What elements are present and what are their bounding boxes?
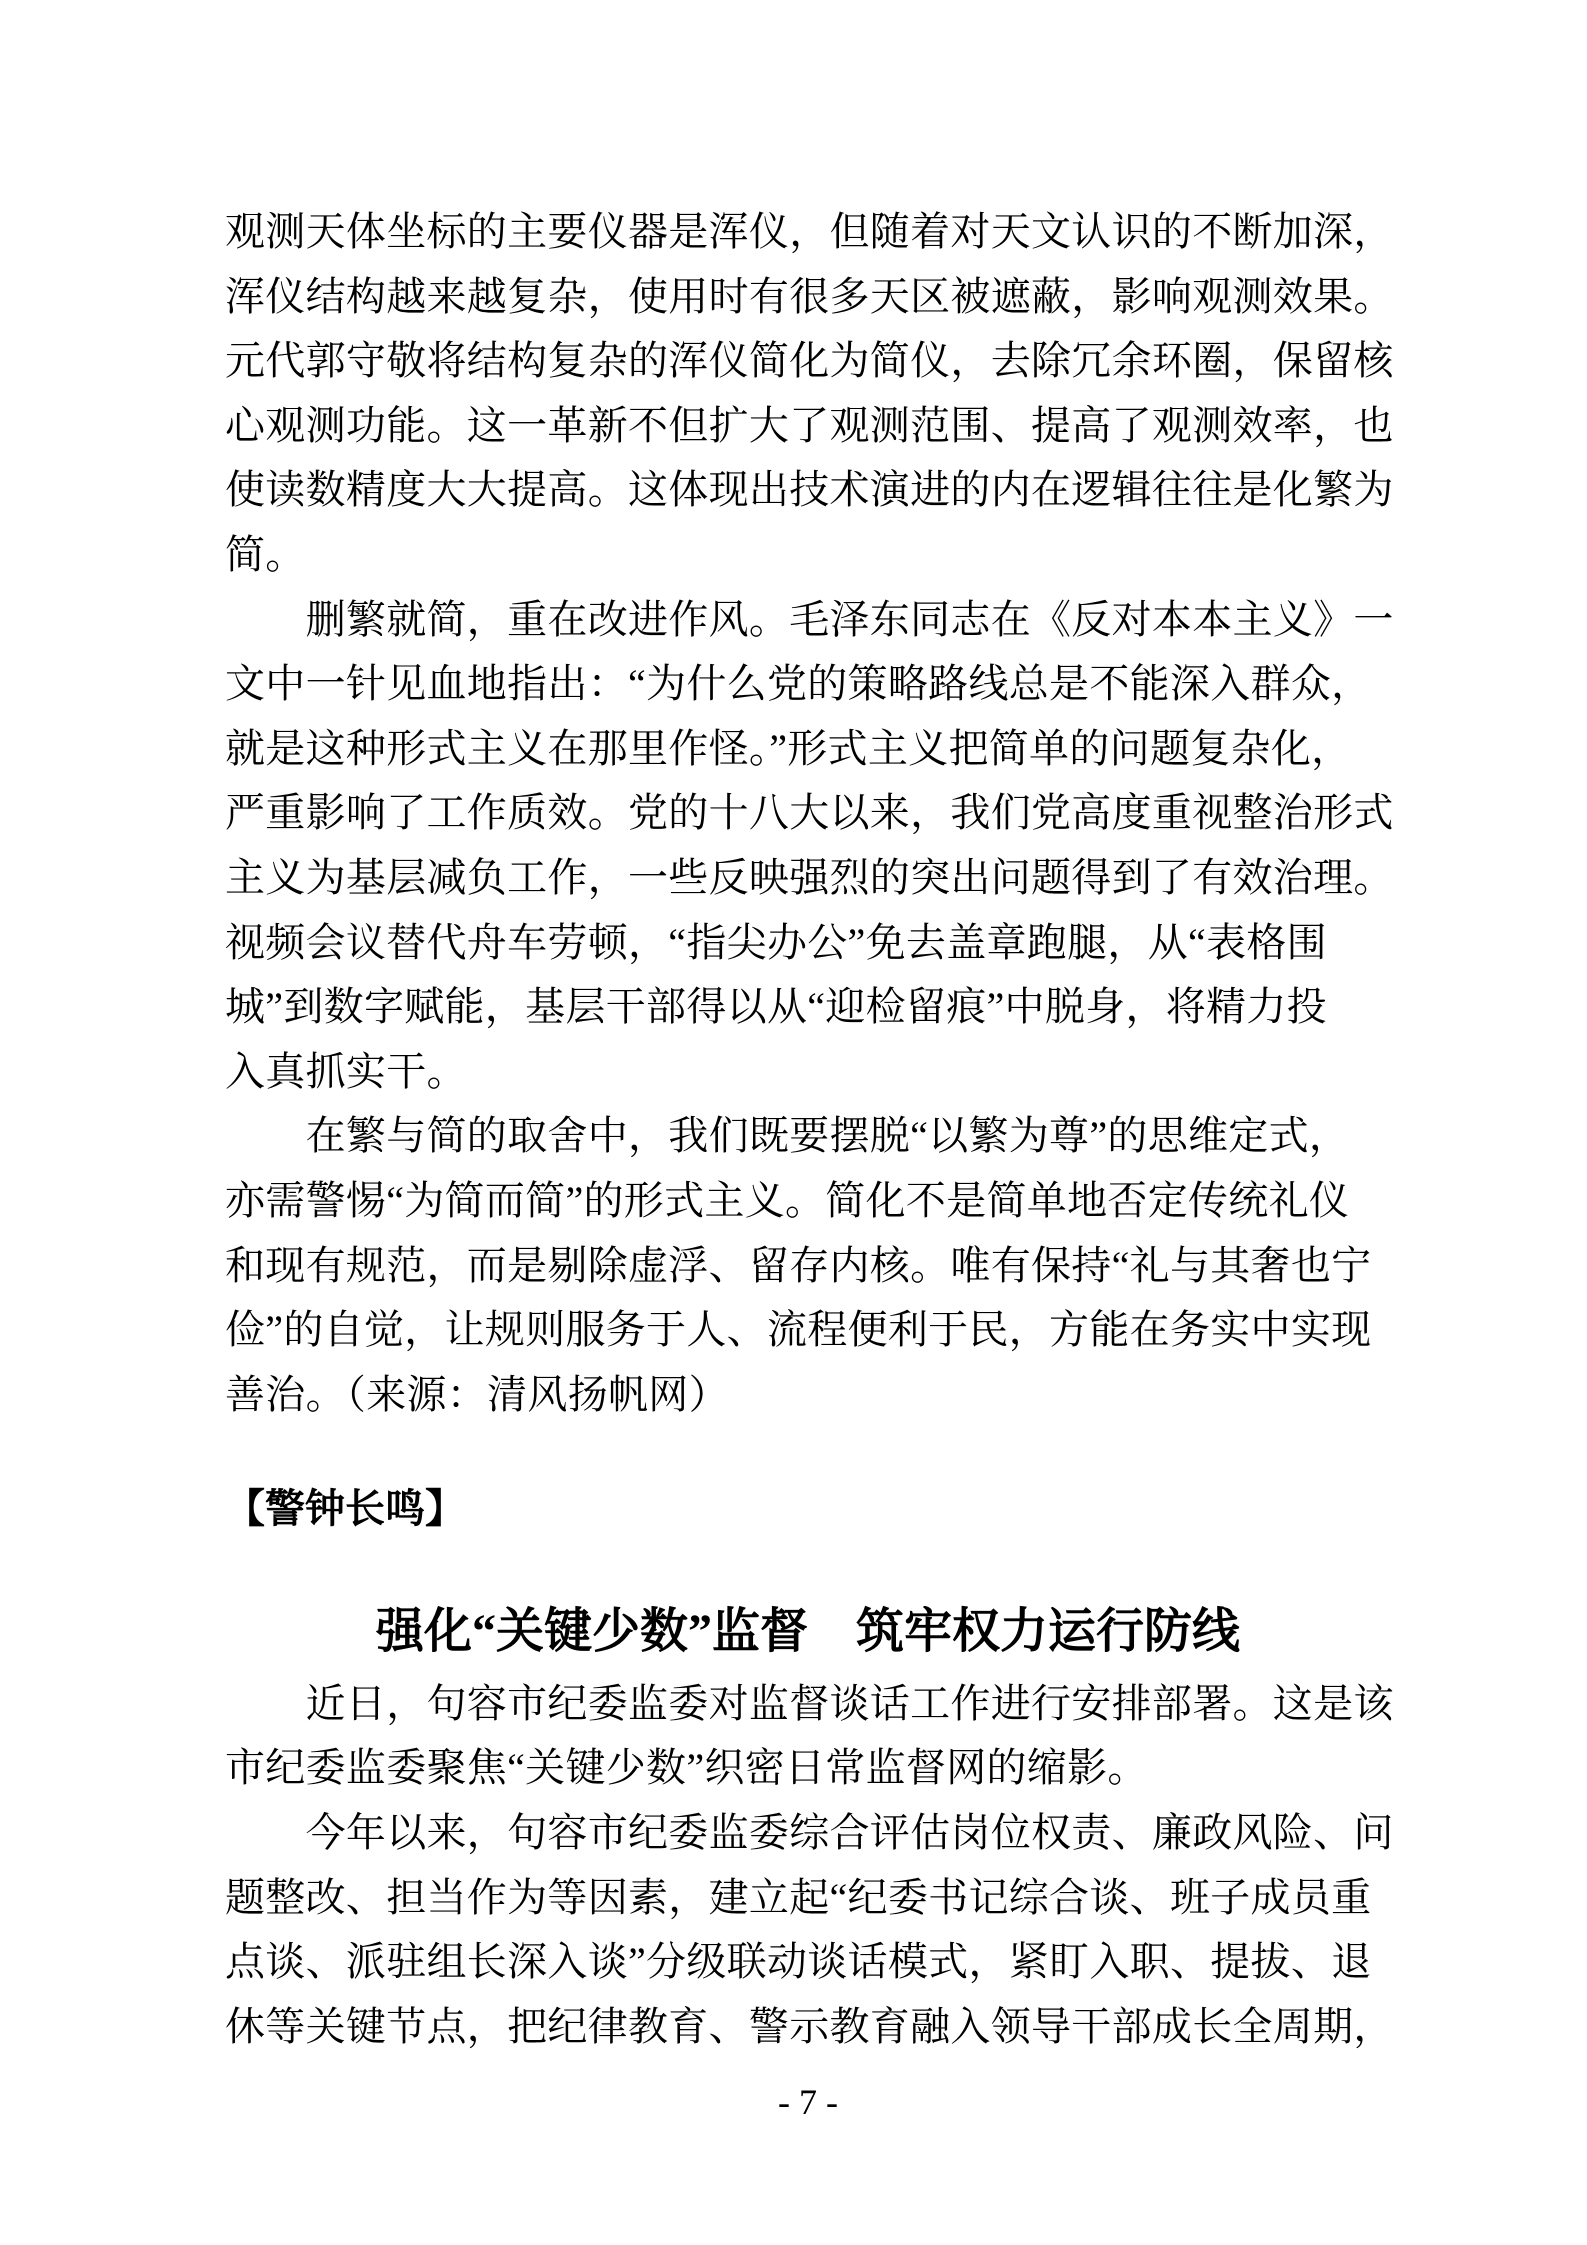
body-line: 休等关键节点，把纪律教育、警示教育融入领导干部成长全周期， (225, 2003, 1394, 2049)
body-line: 和现有规范，而是剔除虚浮、留存内核。唯有保持“礼与其奢也宁 (225, 1242, 1372, 1288)
body-line: 题整改、担当作为等因素，建立起“纪委书记综合谈、班子成员重 (225, 1874, 1372, 1920)
body-line: 城”到数字赋能，基层干部得以从“迎检留痕”中脱身，将精力投 (225, 984, 1327, 1030)
body-line: 简。 (225, 531, 306, 577)
body-line: 视频会议替代舟车劳顿，“指尖办公”免去盖章跑腿，从“表格围 (225, 919, 1327, 965)
body-line: 亦需警惕“为简而简”的形式主义。简化不是简单地否定传统礼仪 (225, 1177, 1350, 1223)
body-line: 观测天体坐标的主要仪器是浑仪，但随着对天文认识的不断加深， (225, 209, 1394, 254)
article-title: 强化“关键少数”监督 筑牢权力运行防线 (375, 1604, 1240, 1658)
body-line: 点谈、派驻组长深入谈”分级联动谈话模式，紧盯入职、提拔、退 (225, 1939, 1372, 1985)
body-line: 善治。（来源：清风扬帆网） (225, 1371, 729, 1417)
body-line: 俭”的自觉，让规则服务于人、流程便利于民，方能在务实中实现 (225, 1307, 1372, 1353)
body-line: 入真抓实干。 (225, 1048, 467, 1094)
body-line: 就是这种形式主义在那里作怪。”形式主义把简单的问题复杂化， (225, 725, 1352, 771)
body-line: 心观测功能。这一革新不但扩大了观测范围、提高了观测效率，也 (225, 402, 1394, 448)
body-line: 文中一针见血地指出：“为什么党的策略路线总是不能深入群众， (225, 661, 1372, 707)
page-number: - 7 - (778, 2082, 838, 2122)
body-line: 使读数精度大大提高。这体现出技术演进的内在逻辑往往是化繁为 (225, 467, 1394, 513)
body-line: 浑仪结构越来越复杂，使用时有很多天区被遮蔽，影响观测效果。 (225, 273, 1394, 319)
body-line: 删繁就简，重在改进作风。毛泽东同志在《反对本本主义》一 (225, 596, 1394, 642)
body-line: 市纪委监委聚焦“关键少数”织密日常监督网的缩影。 (225, 1745, 1148, 1791)
body-line: 今年以来，句容市纪委监委综合评估岗位权责、廉政风险、问 (225, 1810, 1394, 1856)
body-line: 主义为基层减负工作，一些反映强烈的突出问题得到了有效治理。 (225, 854, 1394, 900)
body-line: 元代郭守敬将结构复杂的浑仪简化为简仪，去除冗余环圈，保留核 (225, 338, 1394, 384)
body-line: 在繁与简的取舍中，我们既要摆脱“以繁为尊”的思维定式， (225, 1113, 1350, 1159)
body-line: 严重影响了工作质效。党的十八大以来，我们党高度重视整治形式 (225, 790, 1394, 836)
body-line: 近日，句容市纪委监委对监督谈话工作进行安排部署。这是该 (225, 1680, 1394, 1726)
section-header: 【警钟长鸣】 (225, 1486, 465, 1532)
document-content (225, 200, 1394, 2059)
body-paragraphs-part2 (225, 1672, 1394, 2060)
body-paragraphs-part1 (225, 200, 1394, 1427)
